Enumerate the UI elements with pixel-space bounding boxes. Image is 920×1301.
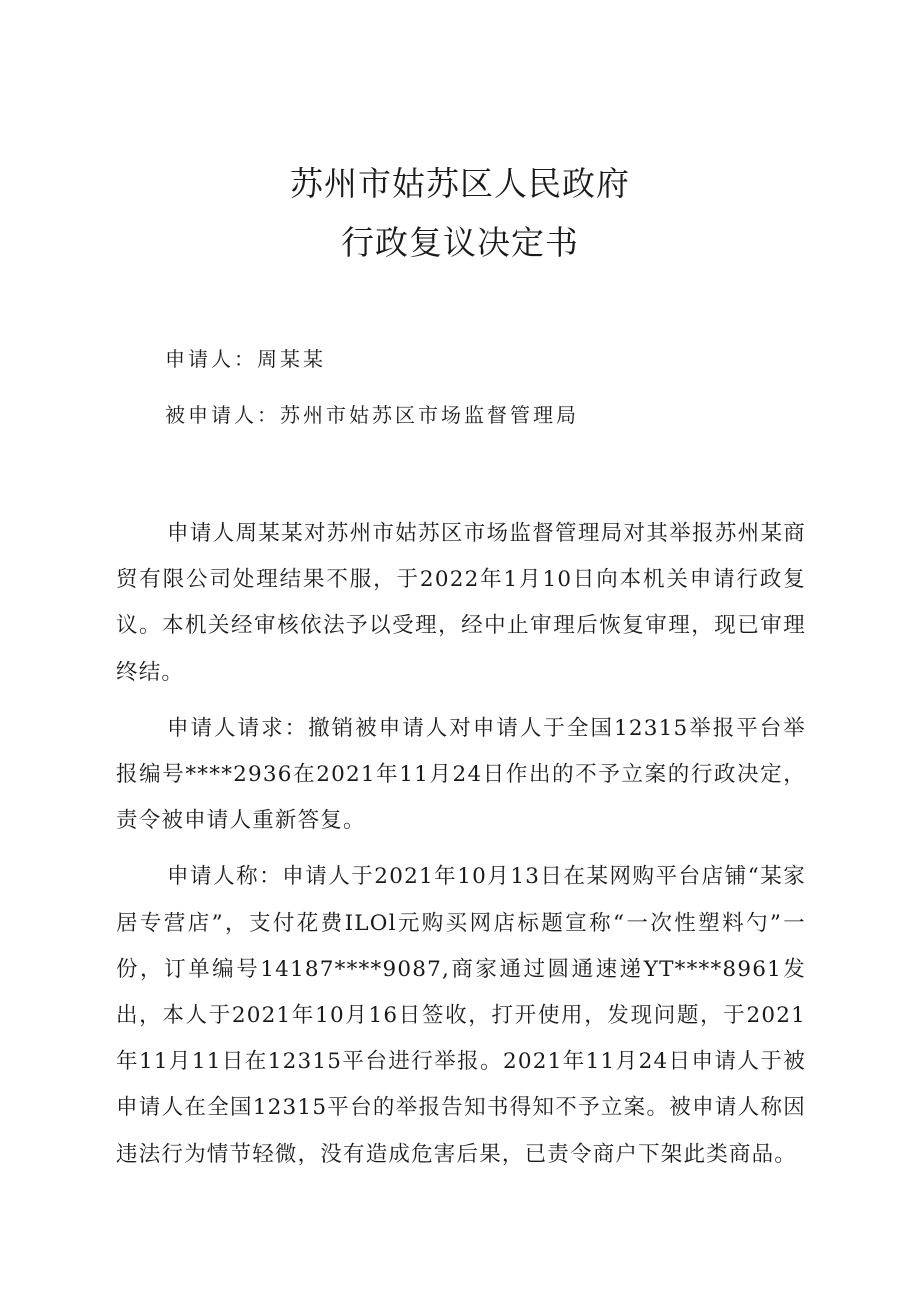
- paragraph-background: 申请人周某某对苏州市姑苏区市场监督管理局对其举报苏州某商贸有限公司处理结果不服，于2022年1月10日向本机关申请行政复议。本机关经审核依法予以受理，经中止审理后恢复审理，现已审理终结。: [116, 521, 806, 685]
- applicant-line: 申请人：周某某: [165, 347, 326, 371]
- document-body: [116, 511, 806, 1180]
- paragraph-request: 申请人请求：撤销被申请人对申请人于全国12315举报平台举报编号****2936在2021年11月24日作出的不予立案的行政决定，责令被申请人重新答复。: [116, 715, 806, 834]
- respondent-line: 被申请人：苏州市姑苏区市场监督管理局: [165, 403, 579, 427]
- paragraph-applicant-claims: 申请人称：申请人于2021年10月13日在某网购平台店铺“某家居专营店”，支付花费ILOl元购买网店标题宣称“一次性塑料勺”一份，订单编号14187****9087,商家通过圆通速递YT****8961发出，本人于2021年10月16日签收，打开使用，发现问题，于2021年11月11日在12315平台进行举报。2021年11月24日申请人于被申请人在全国12315平台的举报告知书得知不予立案。被申请人称因违法行为情节轻微，没有造成危害后果，已责令商户下架此类商品。: [116, 864, 806, 1167]
- document-title-authority: 苏州市姑苏区人民政府: [290, 164, 630, 203]
- document-title-type: 行政复议决定书: [341, 223, 579, 262]
